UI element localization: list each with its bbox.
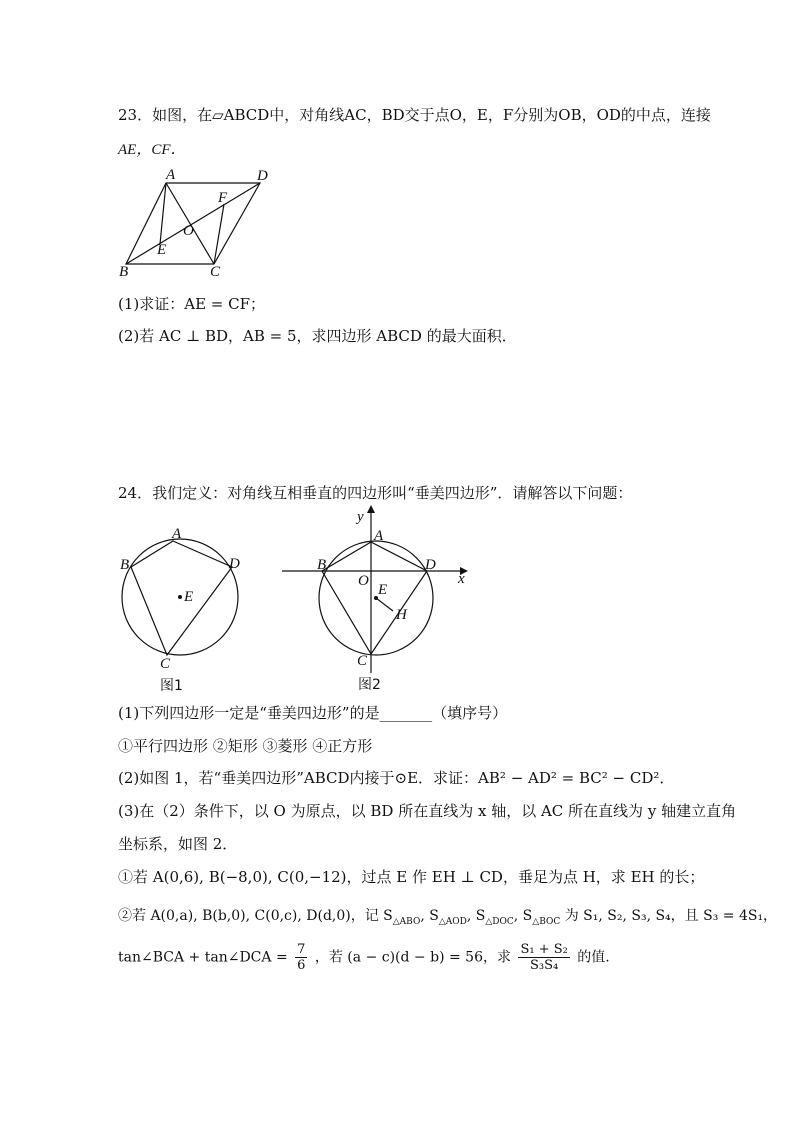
- q24-figure1: [110, 520, 260, 695]
- label-x: x: [458, 571, 465, 587]
- fraction-numerator: 7: [297, 942, 306, 957]
- label-d: D: [425, 557, 436, 573]
- q24-options: ①平行四边形 ②矩形 ③菱形 ④正方形: [118, 737, 373, 755]
- sub2-s1-subscript: △ABO: [392, 916, 421, 927]
- label-b: B: [119, 264, 129, 280]
- sub2-s4-subscript: △BOC: [532, 916, 561, 927]
- label-c: C: [357, 653, 368, 669]
- q24-part3-line1: (3)在（2）条件下，以 O 为原点，以 BD 所在直线为 x 轴，以 AC 所在直线为 y 轴建立直角: [118, 802, 737, 820]
- label-c: C: [160, 656, 171, 672]
- sub2-text-c2: ，若 (a − c)(d − b) = 56，求: [314, 949, 511, 966]
- label-e: E: [378, 582, 388, 598]
- fraction2-denominator: S₃S₄: [530, 958, 559, 973]
- q23-line2: AE，CF．: [118, 142, 186, 158]
- fraction-seven-sixths: [295, 942, 307, 973]
- label-a: A: [374, 528, 384, 544]
- label-f: F: [218, 190, 228, 206]
- label-y: y: [357, 509, 364, 525]
- label-o: O: [183, 223, 194, 239]
- label-a: A: [166, 167, 176, 183]
- q24-sub2-line2: [118, 942, 610, 973]
- fraction-s-ratio: [518, 942, 569, 973]
- label-b: B: [120, 557, 130, 573]
- label-e: E: [184, 589, 194, 605]
- center-e: [178, 595, 182, 599]
- sub2-text-b: 为 S₁, S₂, S₃, S₄，且 S₃ = 4S₁，: [564, 908, 778, 924]
- label-e: E: [157, 242, 167, 258]
- q23-part2: (2)若 AC ⊥ BD，AB = 5，求四边形 ABCD 的最大面积．: [118, 327, 517, 345]
- q24-sub1: ①若 A(0,6), B(−8,0), C(0,−12)，过点 E 作 EH ⊥ CD，垂足为点 H，求 EH 的长；: [118, 868, 705, 886]
- sub2-text-a: ②若 A(0,a), B(b,0), C(0,c), D(d,0)，记 S: [118, 908, 393, 924]
- sub2-text-c3: 的值.: [577, 949, 610, 966]
- q24-part3-line2: 坐标系，如图 2．: [118, 835, 238, 853]
- q23-part1: (1)求证：AE = CF；: [118, 295, 266, 313]
- y-axis-arrow: [367, 505, 375, 513]
- fraction-denominator: 6: [297, 958, 306, 973]
- label-a: A: [172, 526, 182, 542]
- sub2-s2-subscript: △AOD: [438, 916, 467, 927]
- sub2-text-c1: tan∠BCA + tan∠DCA =: [118, 949, 288, 966]
- label-b: B: [317, 557, 327, 573]
- sub2-s3-subscript: △DOC: [485, 916, 514, 927]
- q24-part2: (2)如图 1，若“垂美四边形”ABCD内接于⊙E．求证：AB² − AD² = BC² − CD²．: [118, 769, 675, 787]
- figure2-caption: 图2: [358, 677, 381, 693]
- label-d: D: [257, 168, 268, 184]
- q24-intro: 24．我们定义：对角线互相垂直的四边形叫“垂美四边形”．请解答以下问题：: [118, 484, 633, 502]
- segment-eh: [376, 598, 393, 611]
- figure1-caption: 图1: [160, 678, 183, 694]
- q23-line1: 23．如图，在▱ABCD中，对角线AC，BD交于点O，E，F分别为OB，OD的中点，连接: [118, 106, 711, 124]
- fraction2-numerator: S₁ + S₂: [520, 942, 568, 957]
- q24-part1: (1)下列四边形一定是“垂美四边形”的是_______（填序号）: [118, 704, 508, 722]
- label-d: D: [229, 556, 240, 572]
- label-c: C: [210, 264, 221, 280]
- q24-figure2: [270, 505, 480, 695]
- label-o: O: [358, 573, 369, 589]
- label-h: H: [396, 607, 407, 623]
- q23-figure: [110, 160, 290, 280]
- q24-sub2-line1: ②若 A(0,a), B(b,0), C(0,c), D(d,0)，记 $S_{\triangle ABO}$, $S_{\triangle AOD}$, $S_{\triangle DOC}$, $S_{\triangle BOC}$ 为 S₁, S₂, S₃, S₄，且 S₃ = 4S₁，: [118, 908, 778, 927]
